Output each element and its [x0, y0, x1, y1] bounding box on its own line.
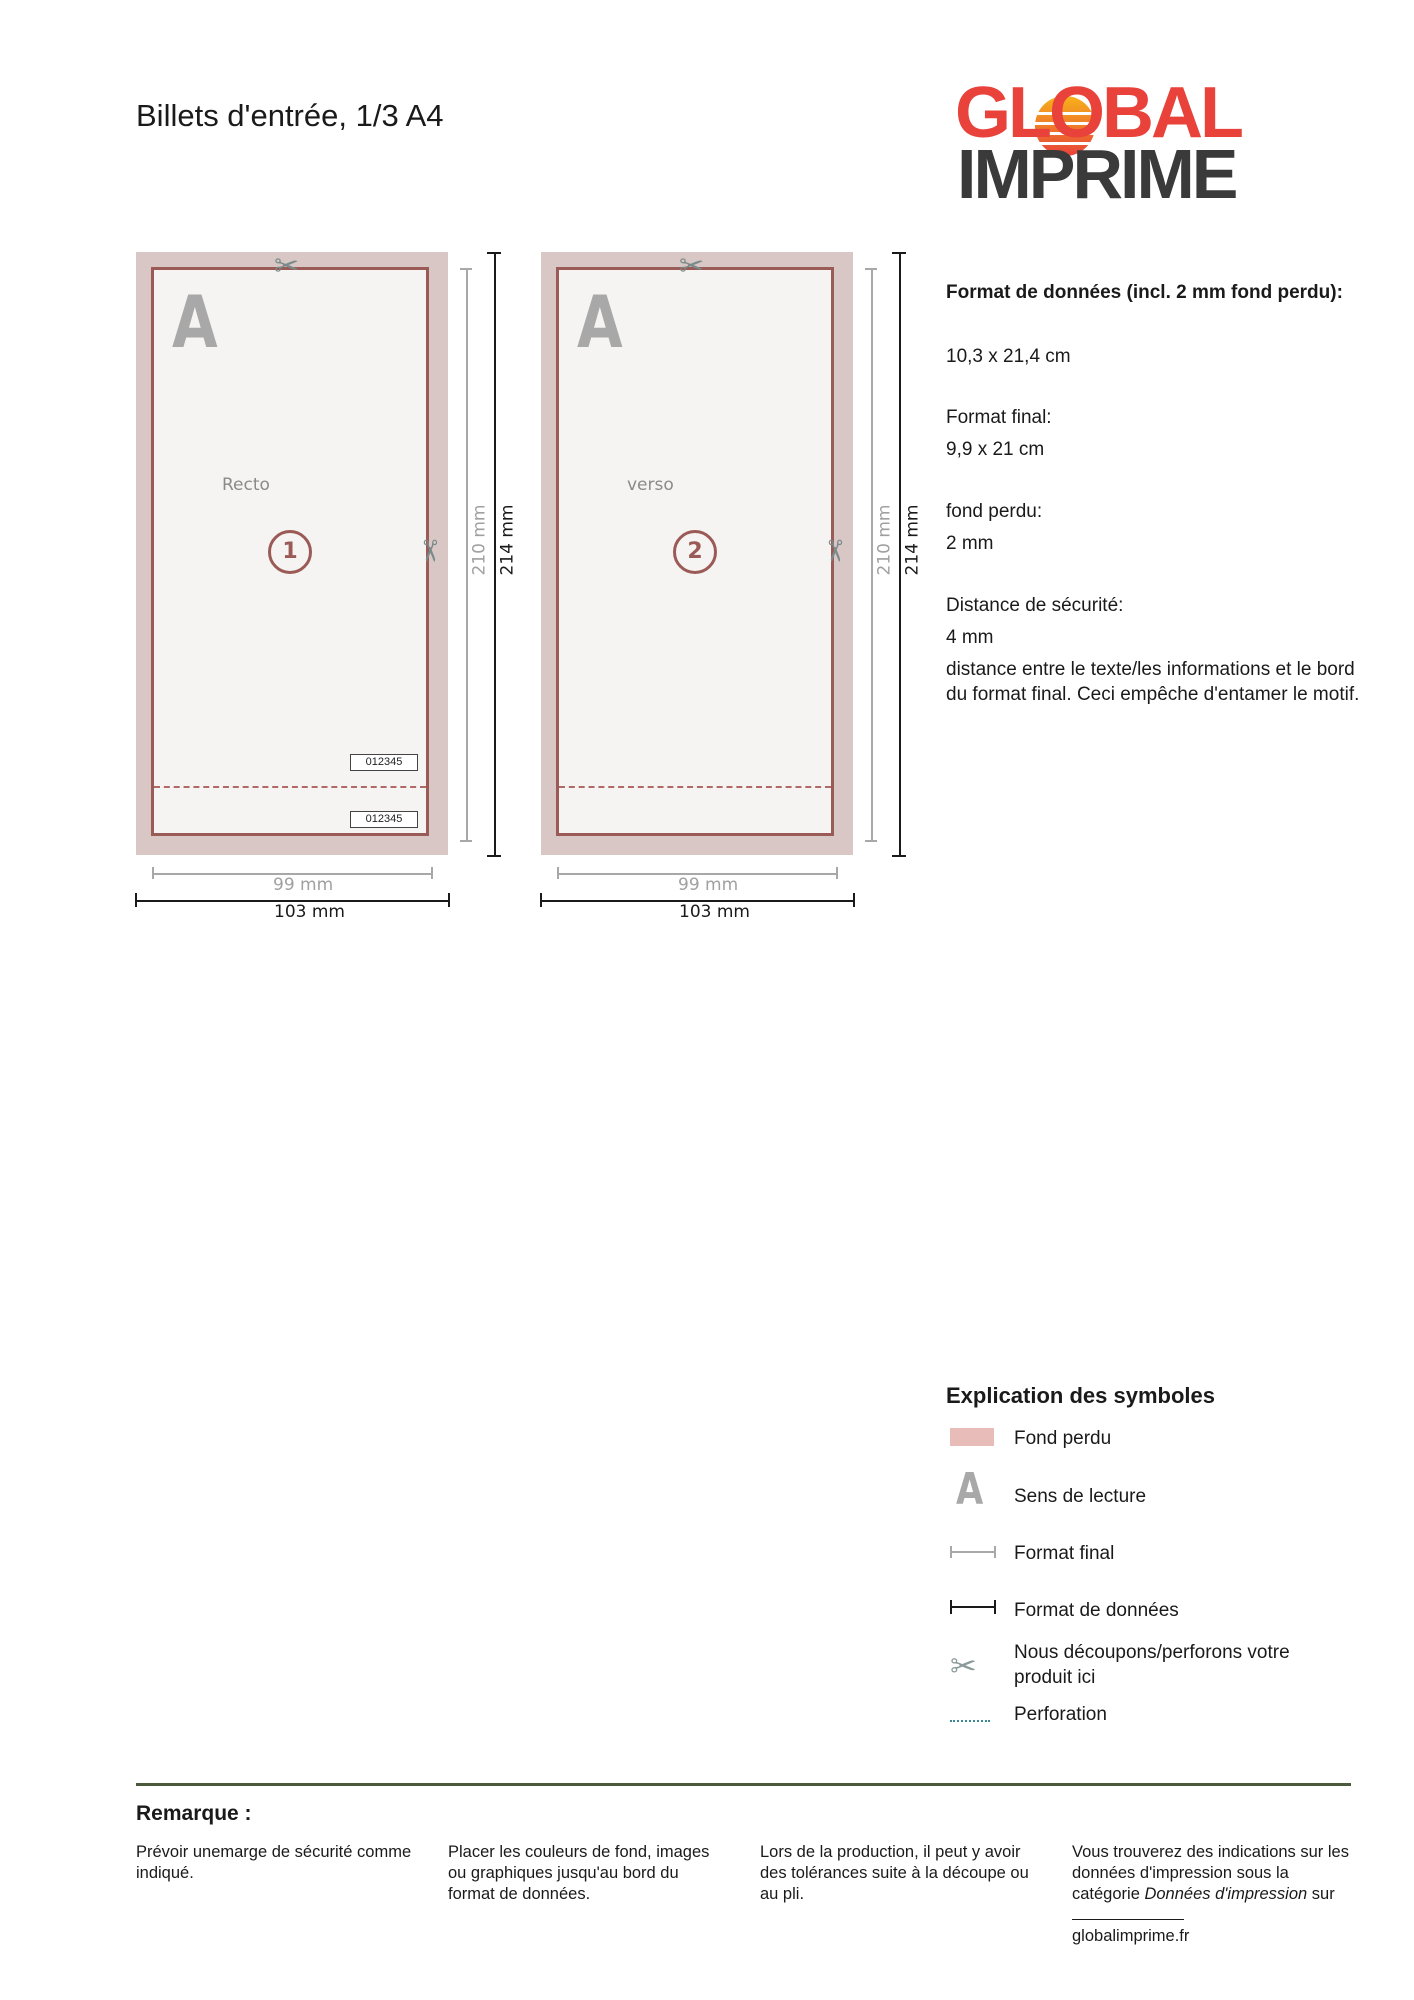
scissors-icon: ✂ [679, 249, 705, 284]
reading-direction-icon: A [172, 280, 218, 364]
page-number-badge: 1 [268, 530, 312, 574]
final-format-area [556, 267, 834, 836]
scissors-icon: ✂ [816, 538, 852, 564]
divider [136, 1783, 1351, 1786]
dim-cap [853, 893, 855, 907]
bleed-label: fond perdu: [946, 501, 1043, 522]
reading-direction-icon: A [577, 280, 623, 364]
reading-direction-icon: A [956, 1464, 984, 1515]
remark-4 [1072, 1842, 1352, 1947]
data-height-line [494, 252, 496, 855]
legend-label: Nous découpons/perforons votre produit ici [1014, 1642, 1290, 1688]
final-height-label: 210 mm [874, 504, 895, 576]
dim-cap [460, 840, 472, 842]
scissors-icon: ✂ [411, 538, 447, 564]
bleed-swatch-icon [950, 1428, 994, 1446]
dim-cap [152, 867, 154, 879]
website-link[interactable]: globalimprime.fr [1072, 1927, 1190, 1945]
scissors-icon: ✂ [950, 1647, 977, 1685]
final-height-label: 210 mm [469, 504, 490, 576]
side-label: Recto [222, 475, 270, 495]
global-imprime-logo [955, 73, 1245, 213]
dim-cap [865, 840, 877, 842]
dim-cap [487, 855, 501, 857]
remark-4-italic: Données d'impression [1144, 1885, 1308, 1903]
dim-cap [448, 893, 450, 907]
final-format-label: Format final: [946, 407, 1052, 428]
data-format-line-icon [950, 1599, 998, 1615]
legend-title: Explication des symboles [946, 1383, 1215, 1408]
dim-cap [836, 867, 838, 879]
dim-cap [892, 855, 906, 857]
data-height-line [899, 252, 901, 855]
underline-blank [1072, 1919, 1184, 1920]
perforation-line [559, 786, 831, 788]
data-width-label: 103 mm [274, 902, 345, 922]
bleed-value: 2 mm [946, 533, 994, 554]
remark-4-text: Vous trouverez des indications sur les données d'impression sous la catégorie [1072, 1843, 1349, 1903]
page-title: Billets d'entrée, 1/3 A4 [136, 98, 444, 133]
final-height-line [871, 268, 873, 840]
safety-description: distance entre le texte/les informations et le bord du format final. Ceci empêche d'entamer le motif. [946, 659, 1360, 705]
legend-label: Format final [1014, 1543, 1115, 1564]
final-format-area [151, 267, 429, 836]
remark-4-text-after: sur [1307, 1885, 1335, 1903]
perforation-line [154, 786, 426, 788]
data-format-value: 10,3 x 21,4 cm [946, 346, 1071, 367]
remarks-title: Remarque : [136, 1802, 252, 1825]
perforation-dots-icon [950, 1720, 990, 1722]
logo-line2: IMPRIME [957, 135, 1236, 213]
page-number-badge: 2 [673, 530, 717, 574]
dim-cap [460, 268, 472, 270]
data-height-label: 214 mm [497, 504, 518, 576]
dim-cap [557, 867, 559, 879]
dim-cap [865, 268, 877, 270]
side-label: verso [627, 475, 674, 495]
dim-cap [892, 252, 906, 254]
scissors-icon: ✂ [274, 249, 300, 284]
dim-cap [540, 893, 542, 907]
data-width-label: 103 mm [679, 902, 750, 922]
final-height-line [466, 268, 468, 840]
remark-2: Placer les couleurs de fond, images ou graphiques jusqu'au bord du format de données. [448, 1843, 710, 1903]
safety-label: Distance de sécurité: [946, 595, 1124, 616]
final-format-value: 9,9 x 21 cm [946, 439, 1045, 460]
serial-number-box: 012345 [350, 811, 418, 828]
remark-3: Lors de la production, il peut y avoir des tolérances suite à la découpe ou au pli. [760, 1843, 1029, 1903]
legend-label: Perforation [1014, 1704, 1107, 1725]
legend-label: Fond perdu [1014, 1428, 1112, 1449]
legend-label: Sens de lecture [1014, 1486, 1147, 1507]
ticket-verso [541, 249, 853, 855]
data-format-label: Format de données (incl. 2 mm fond perdu): [946, 282, 1343, 303]
logo-line1: GLOBAL [955, 73, 1241, 153]
final-format-line-icon [950, 1544, 998, 1560]
legend-label: Format de données [1014, 1600, 1179, 1621]
dim-cap [135, 893, 137, 907]
serial-number-box: 012345 [350, 754, 418, 771]
final-width-label: 99 mm [678, 875, 739, 895]
final-width-label: 99 mm [273, 875, 334, 895]
safety-value: 4 mm [946, 627, 994, 648]
dim-cap [431, 867, 433, 879]
remark-1: Prévoir unemarge de sécurité comme indiqué. [136, 1843, 412, 1882]
data-height-label: 214 mm [902, 504, 923, 576]
dim-cap [487, 252, 501, 254]
ticket-recto [136, 249, 448, 855]
